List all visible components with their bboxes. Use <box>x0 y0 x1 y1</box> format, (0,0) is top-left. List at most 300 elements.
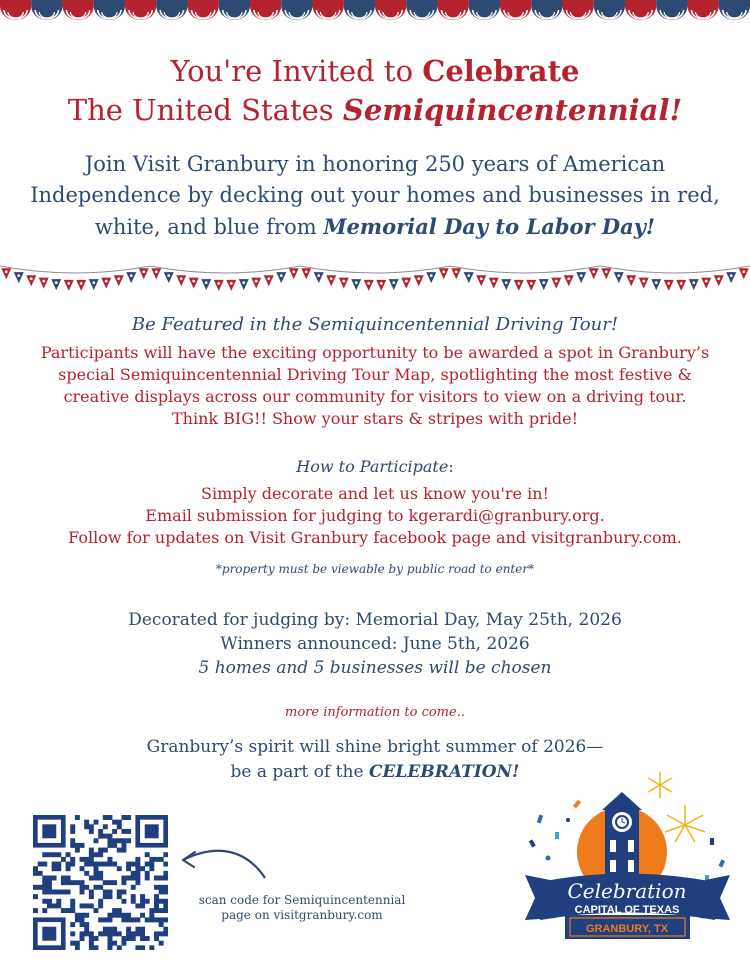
qr-module <box>163 931 168 936</box>
bunting-flag <box>239 279 249 290</box>
qr-module <box>159 885 164 890</box>
featured-line: creative displays across our community for visitors to view on a driving tour. <box>63 387 687 406</box>
qr-module <box>149 917 154 922</box>
qr-module <box>131 899 136 904</box>
bunting-star <box>405 280 408 283</box>
qr-module <box>56 903 61 908</box>
qr-module <box>126 917 131 922</box>
qr-module <box>103 927 108 932</box>
qr-module <box>98 848 103 853</box>
intro-line: Independence by decking out your homes and businesses in red, <box>30 183 720 207</box>
qr-module <box>135 931 140 936</box>
qr-module <box>131 917 136 922</box>
qr-module <box>84 857 89 862</box>
qr-module <box>94 820 99 825</box>
bunting-star <box>492 280 495 283</box>
qr-module <box>117 931 122 936</box>
bunting-flag <box>151 268 161 279</box>
bunting-star <box>617 274 620 277</box>
bunting-flag <box>139 268 149 279</box>
qr-module <box>121 876 126 881</box>
bunting-flag <box>39 278 49 289</box>
qr-module <box>112 829 117 834</box>
qr-module <box>94 908 99 913</box>
qr-module <box>163 927 168 932</box>
qr-module <box>159 917 164 922</box>
qr-module <box>145 862 150 867</box>
bunting-flag <box>614 272 624 283</box>
featured-line: special Semiquincentennial Driving Tour Map, spotlighting the most festive & <box>58 365 692 384</box>
bunting-star <box>342 280 345 283</box>
bunting-star <box>592 270 595 273</box>
bunting-flag <box>364 280 374 291</box>
bunting-star <box>117 277 120 280</box>
qr-module <box>38 885 43 890</box>
qr-module <box>121 913 126 918</box>
winners-date: Winners announced: June 5th, 2026 <box>220 634 530 654</box>
qr-module <box>70 838 75 843</box>
participate-line: Simply decorate and let us know you're in! <box>201 484 549 503</box>
qr-module <box>154 885 159 890</box>
qr-module <box>84 922 89 927</box>
qr-module <box>80 857 85 862</box>
qr-module <box>84 820 89 825</box>
qr-module <box>163 903 168 908</box>
qr-module <box>145 899 150 904</box>
qr-module <box>135 862 140 867</box>
qr-module <box>131 871 136 876</box>
qr-module <box>107 945 112 950</box>
qr-module <box>80 843 85 848</box>
bunting-flag <box>501 279 511 290</box>
qr-module <box>163 852 168 857</box>
qr-module <box>80 931 85 936</box>
dates-block <box>0 608 750 680</box>
title-emphasis: Celebrate <box>422 54 580 88</box>
qr-module <box>80 917 85 922</box>
qr-module <box>149 857 154 862</box>
qr-module <box>89 903 94 908</box>
bunting-flag <box>451 268 461 279</box>
bunting-flag <box>326 275 336 286</box>
qr-module <box>70 903 75 908</box>
qr-module <box>140 899 145 904</box>
bunting-star <box>705 280 708 283</box>
bunting-star <box>80 282 83 285</box>
qr-module <box>112 820 117 825</box>
intro-line: Join Visit Granbury in honoring 250 years of American <box>84 152 666 176</box>
qr-module <box>163 889 168 894</box>
qr-module <box>103 815 108 820</box>
qr-finder-center <box>145 824 159 838</box>
qr-module <box>103 889 108 894</box>
qr-module <box>154 917 159 922</box>
bunting-flag <box>464 272 474 283</box>
bunting-star <box>167 274 170 277</box>
qr-module <box>163 917 168 922</box>
qr-module <box>89 857 94 862</box>
qr-module <box>131 931 136 936</box>
bunting-star <box>630 277 633 280</box>
qr-module <box>56 866 61 871</box>
qr-module <box>135 866 140 871</box>
qr-module <box>107 815 112 820</box>
qr-module <box>75 917 80 922</box>
qr-module <box>94 866 99 871</box>
qr-module <box>126 931 131 936</box>
more-info-text: more information to come.. <box>285 705 465 720</box>
judging-date: Decorated for judging by: Memorial Day, May 25th, 2026 <box>128 610 622 630</box>
qr-module <box>103 894 108 899</box>
intro-emphasis: Memorial Day to Labor Day! <box>323 214 656 239</box>
qr-module <box>66 908 71 913</box>
qr-module <box>135 903 140 908</box>
bunting-flag <box>626 275 636 286</box>
featured-line: Think BIG!! Show your stars & stripes with pride! <box>171 409 579 428</box>
logo-script-text: Celebration <box>567 879 687 903</box>
qr-module <box>121 936 126 941</box>
qr-finder-center <box>42 824 56 838</box>
bunting-star <box>230 282 233 285</box>
qr-module <box>154 876 159 881</box>
qr-module <box>94 936 99 941</box>
bunting-flag <box>101 278 111 289</box>
qr-module <box>154 908 159 913</box>
qr-module <box>126 866 131 871</box>
bunting-flag <box>476 275 486 286</box>
qr-module <box>149 908 154 913</box>
participate-heading-text: How to Participate <box>296 457 449 476</box>
qr-module <box>84 862 89 867</box>
bunting-flag <box>189 278 199 289</box>
bunting-flag <box>264 275 274 286</box>
qr-code[interactable] <box>33 815 168 950</box>
qr-module <box>98 931 103 936</box>
qr-module <box>84 927 89 932</box>
participate-body <box>0 483 750 549</box>
qr-module <box>47 852 52 857</box>
bunting-star <box>642 280 645 283</box>
bunting-flag <box>664 280 674 291</box>
qr-module <box>117 866 122 871</box>
qr-module <box>107 927 112 932</box>
qr-module <box>80 885 85 890</box>
bunting-flag <box>64 280 74 291</box>
qr-module <box>98 885 103 890</box>
bunting-star <box>267 277 270 280</box>
bunting-flag <box>301 268 311 279</box>
bunting-flag <box>126 272 136 283</box>
qr-module <box>121 880 126 885</box>
qr-module <box>117 908 122 913</box>
qr-module <box>42 880 47 885</box>
qr-module <box>70 829 75 834</box>
bunting-star <box>467 274 470 277</box>
qr-module <box>52 852 57 857</box>
qr-module <box>107 889 112 894</box>
qr-module <box>103 880 108 885</box>
qr-module <box>47 876 52 881</box>
qr-module <box>163 885 168 890</box>
bunting-string <box>0 266 150 273</box>
qr-module <box>154 903 159 908</box>
qr-module <box>107 880 112 885</box>
qr-module <box>121 848 126 853</box>
qr-module <box>107 936 112 941</box>
qr-module <box>75 880 80 885</box>
star-banner-decoration <box>0 258 750 298</box>
qr-module <box>103 931 108 936</box>
closing-emphasis: CELEBRATION! <box>368 762 520 782</box>
qr-module <box>89 824 94 829</box>
qr-module <box>112 838 117 843</box>
qr-module <box>112 913 117 918</box>
qr-module <box>159 941 164 946</box>
qr-module <box>135 917 140 922</box>
qr-module <box>42 862 47 867</box>
qr-module <box>98 829 103 834</box>
qr-module <box>107 941 112 946</box>
qr-module <box>126 913 131 918</box>
bunting-star <box>17 274 20 277</box>
qr-module <box>145 917 150 922</box>
qr-module <box>117 913 122 918</box>
qr-module <box>135 857 140 862</box>
qr-module <box>121 838 126 843</box>
qr-module <box>66 852 71 857</box>
qr-module <box>117 945 122 950</box>
qr-module <box>112 843 117 848</box>
qr-module <box>121 899 126 904</box>
bunting-star <box>155 270 158 273</box>
qr-module <box>131 876 136 881</box>
qr-module <box>33 871 38 876</box>
intro-text: white, and blue from <box>94 215 324 239</box>
bunting-star <box>105 280 108 283</box>
bunting-star <box>130 274 133 277</box>
qr-module <box>56 899 61 904</box>
qr-module <box>163 899 168 904</box>
qr-module <box>75 843 80 848</box>
winners-count: 5 homes and 5 businesses will be chosen <box>198 658 552 678</box>
bunting-flag <box>489 278 499 289</box>
qr-caption-line: scan code for Semiquincentennial <box>198 893 406 907</box>
qr-module <box>159 857 164 862</box>
qr-module <box>33 885 38 890</box>
intro-line <box>0 211 750 243</box>
qr-module <box>121 889 126 894</box>
qr-module <box>70 880 75 885</box>
qr-module <box>89 894 94 899</box>
bunting-star <box>192 280 195 283</box>
qr-module <box>126 927 131 932</box>
qr-module <box>149 866 154 871</box>
qr-module <box>154 857 159 862</box>
title-prefix: The United States <box>67 93 343 127</box>
qr-module <box>140 931 145 936</box>
qr-module <box>61 857 66 862</box>
qr-module <box>140 894 145 899</box>
qr-module <box>70 857 75 862</box>
qr-module <box>117 848 122 853</box>
qr-module <box>135 871 140 876</box>
qr-module <box>154 894 159 899</box>
bunting-flag <box>51 279 61 290</box>
bunting-star <box>717 277 720 280</box>
qr-module <box>98 871 103 876</box>
bunting-flag <box>701 278 711 289</box>
bunting-flag <box>214 280 224 291</box>
qr-module <box>159 899 164 904</box>
bunting-star <box>330 277 333 280</box>
qr-module <box>70 931 75 936</box>
qr-module <box>84 824 89 829</box>
qr-module <box>84 903 89 908</box>
qr-module <box>75 815 80 820</box>
bunting-star <box>667 282 670 285</box>
bunting-star <box>442 270 445 273</box>
qr-module <box>66 866 71 871</box>
bunting-flag <box>539 279 549 290</box>
qr-module <box>154 936 159 941</box>
qr-module <box>121 815 126 820</box>
featured-heading: Be Featured in the Semiquincentennial Driving Tour! <box>131 314 619 335</box>
bunting-star <box>305 270 308 273</box>
page-title-line1 <box>0 54 750 88</box>
qr-module <box>38 862 43 867</box>
qr-module <box>42 899 47 904</box>
qr-module <box>89 931 94 936</box>
qr-module <box>61 876 66 881</box>
bunting-flag <box>314 272 324 283</box>
participate-heading <box>0 457 750 476</box>
bunting-flag <box>76 280 86 291</box>
qr-module <box>56 889 61 894</box>
bunting-flag <box>339 278 349 289</box>
qr-module <box>80 866 85 871</box>
curved-arrow-icon <box>175 840 270 885</box>
qr-caption-line: page on visitgranbury.com <box>221 908 383 922</box>
bunting-flag <box>414 275 424 286</box>
qr-module <box>94 885 99 890</box>
bunting-string <box>450 266 600 273</box>
qr-module <box>117 820 122 825</box>
title-prefix: You're Invited to <box>170 54 423 88</box>
qr-module <box>66 876 71 881</box>
qr-module <box>121 917 126 922</box>
qr-module <box>117 824 122 829</box>
bunting-flag <box>651 279 661 290</box>
bunting-flag <box>514 280 524 291</box>
bunting-flag <box>526 280 536 291</box>
qr-module <box>70 899 75 904</box>
qr-module <box>163 871 168 876</box>
qr-module <box>107 843 112 848</box>
bunting-flag <box>401 278 411 289</box>
bunting-flag <box>351 279 361 290</box>
celebration-capital-logo <box>520 770 735 965</box>
bunting-star <box>180 277 183 280</box>
qr-module <box>149 913 154 918</box>
qr-module <box>121 941 126 946</box>
qr-module <box>145 852 150 857</box>
qr-module <box>33 894 38 899</box>
qr-module <box>98 862 103 867</box>
qr-module <box>112 880 117 885</box>
logo-capital-text: CAPITAL OF TEXAS <box>574 904 680 916</box>
qr-module <box>126 936 131 941</box>
qr-module <box>89 876 94 881</box>
bunting-flag <box>389 279 399 290</box>
qr-module <box>52 866 57 871</box>
qr-caption <box>182 893 422 923</box>
bunting-star <box>67 282 70 285</box>
bunting-string <box>600 266 750 273</box>
bunting-star <box>580 274 583 277</box>
property-note: *property must be viewable by public road to enter* <box>215 562 535 576</box>
qr-module <box>131 894 136 899</box>
bunting-star <box>567 277 570 280</box>
qr-module <box>98 917 103 922</box>
bunting-star <box>55 281 58 284</box>
qr-module <box>145 876 150 881</box>
qr-module <box>121 843 126 848</box>
qr-module <box>131 936 136 941</box>
top-bunting-decoration <box>0 0 750 26</box>
qr-module <box>126 876 131 881</box>
bunting-flag <box>551 278 561 289</box>
qr-module <box>89 852 94 857</box>
qr-module <box>103 848 108 853</box>
qr-module <box>107 894 112 899</box>
qr-module <box>80 936 85 941</box>
qr-module <box>159 922 164 927</box>
qr-module <box>98 903 103 908</box>
qr-module <box>89 848 94 853</box>
qr-module <box>131 885 136 890</box>
qr-module <box>135 927 140 932</box>
bunting-star <box>480 277 483 280</box>
qr-module <box>140 927 145 932</box>
qr-module <box>94 871 99 876</box>
bunting-star <box>742 270 745 273</box>
qr-module <box>140 936 145 941</box>
qr-module <box>145 871 150 876</box>
qr-module <box>159 931 164 936</box>
bunting-string <box>150 266 300 273</box>
title-emphasis: Semiquincentennial! <box>342 93 683 127</box>
qr-module <box>159 876 164 881</box>
qr-module <box>75 941 80 946</box>
bunting-star <box>205 281 208 284</box>
qr-module <box>135 876 140 881</box>
qr-module <box>159 908 164 913</box>
qr-module <box>140 913 145 918</box>
bunting-star <box>42 280 45 283</box>
closing-text-prefix: be a part of the <box>230 762 369 782</box>
bunting-flag <box>676 280 686 291</box>
qr-module <box>84 931 89 936</box>
qr-module <box>42 908 47 913</box>
bunting-flag <box>1 268 11 279</box>
bunting-star <box>142 270 145 273</box>
qr-module <box>84 885 89 890</box>
qr-module <box>80 922 85 927</box>
qr-module <box>89 945 94 950</box>
qr-module <box>159 889 164 894</box>
qr-module <box>52 862 57 867</box>
qr-module <box>107 862 112 867</box>
